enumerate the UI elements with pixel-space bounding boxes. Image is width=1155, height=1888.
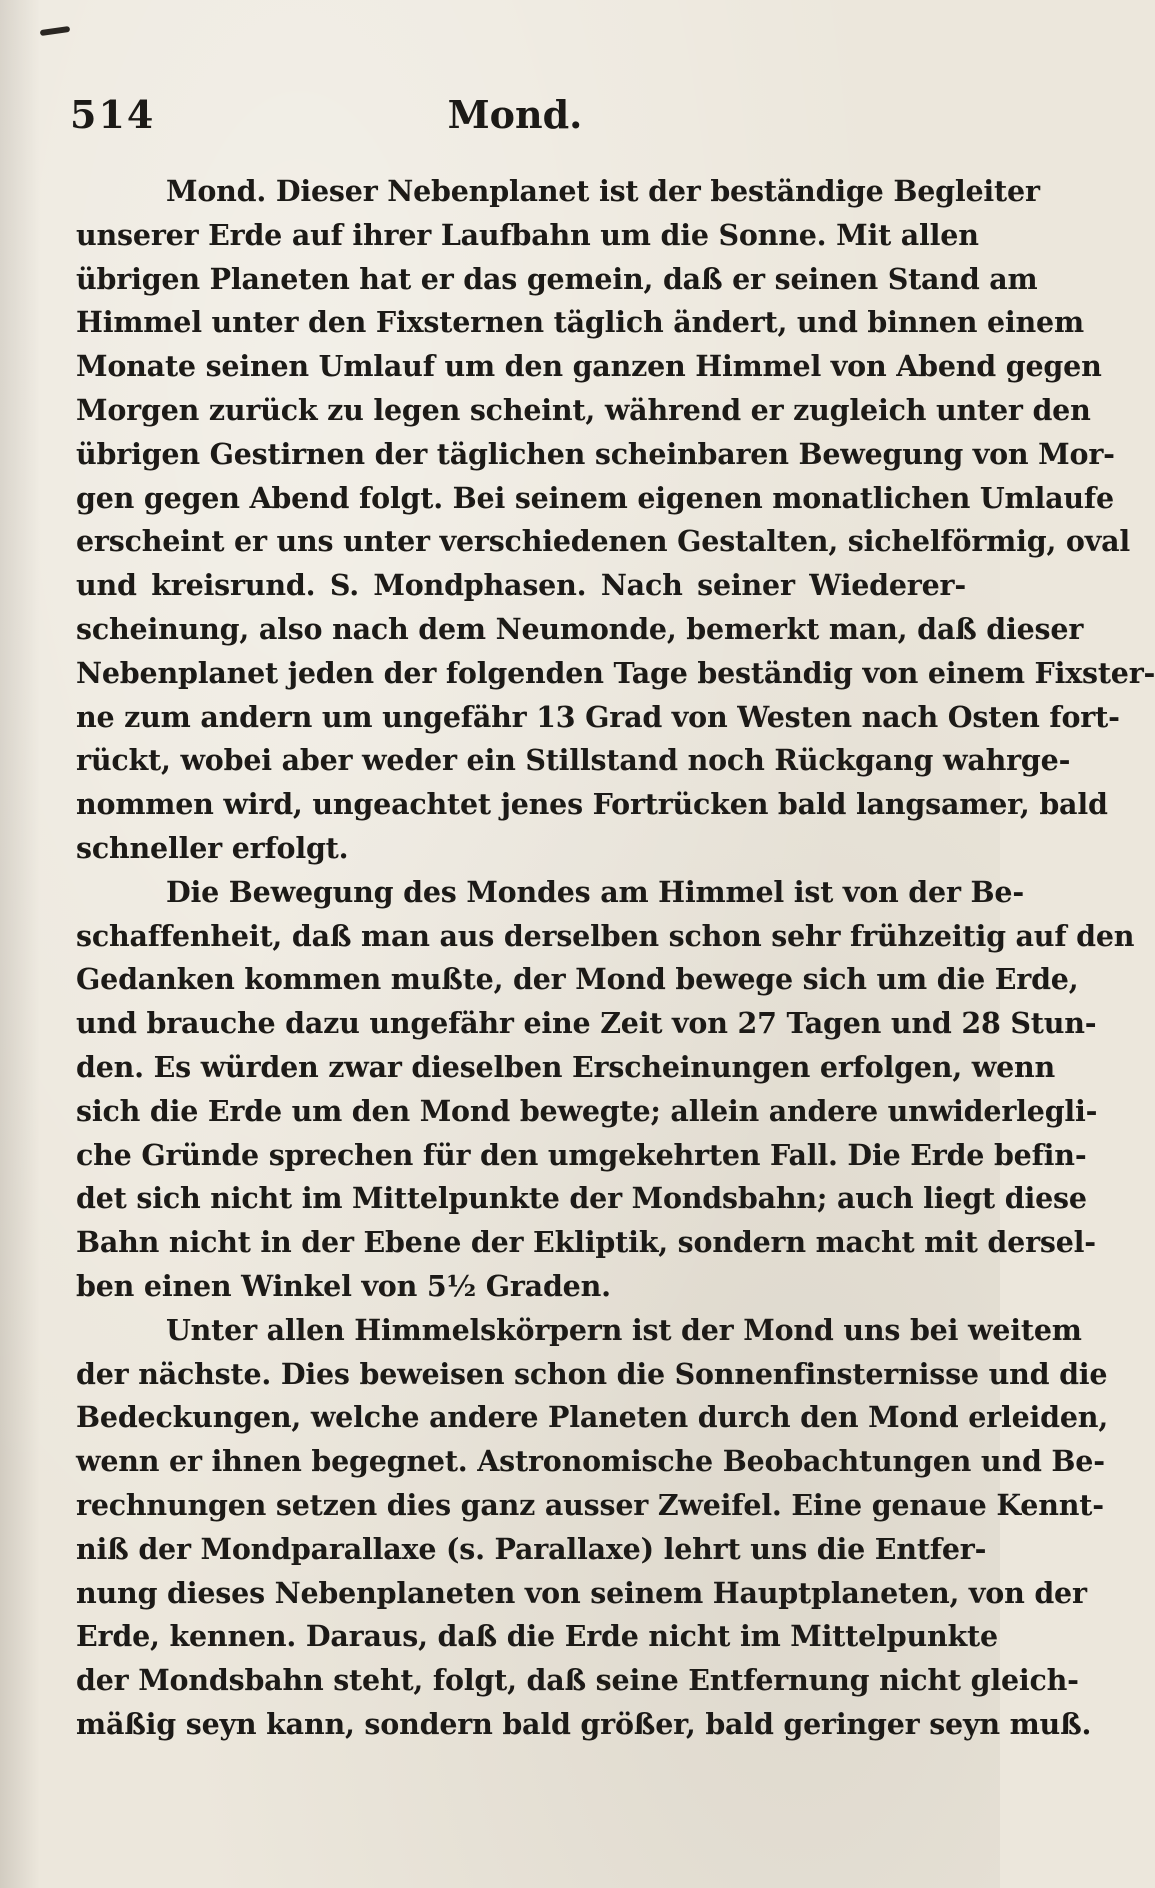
- text-line: ne zum andern um ungefähr 13 Grad von Westen nach Osten fort-: [76, 699, 1120, 734]
- ink-mark: [40, 26, 71, 36]
- text-line: den. Es würden zwar dieselben Erscheinungen erfolgen, wenn: [76, 1049, 1056, 1084]
- text-line: Unter allen Himmelskörpern ist der Mond uns bei weitem: [166, 1312, 1082, 1347]
- text-line: der Mondsbahn steht, folgt, daß seine Entfernung nicht gleich-: [76, 1663, 1079, 1698]
- page-header: [70, 92, 960, 142]
- paragraph-3: [76, 1309, 1109, 1747]
- text-line: rechnungen setzen dies ganz ausser Zweifel. Eine genaue Kennt-: [76, 1487, 1104, 1522]
- text-line: übrigen Gestirnen der täglichen scheinbaren Bewegung von Mor-: [76, 436, 1115, 471]
- text-line: Bedeckungen, welche andere Planeten durch den Mond erleiden,: [76, 1400, 1109, 1435]
- text-line: mäßig seyn kann, sondern bald größer, bald geringer seyn muß.: [76, 1706, 1092, 1741]
- text-line: und kreisrund. S. Mondphasen. Nach seiner Wiederer-: [76, 568, 966, 603]
- text-line: erscheint er uns unter verschiedenen Gestalten, sichelförmig, oval: [76, 524, 1130, 559]
- text-line: Nebenplanet jeden der folgenden Tage beständig von einem Fixster-: [76, 655, 1155, 690]
- page-body: [76, 170, 1155, 1747]
- text-line: ben einen Winkel von 5½ Graden.: [76, 1268, 611, 1303]
- text-line: scheinung, also nach dem Neumonde, bemerkt man, daß dieser: [76, 611, 1084, 646]
- text-line: Erde, kennen. Daraus, daß die Erde nicht im Mittelpunkte: [76, 1619, 998, 1654]
- text-line: nung dieses Nebenplaneten von seinem Hauptplaneten, von der: [76, 1575, 1087, 1610]
- text-line: und brauche dazu ungefähr eine Zeit von 27 Tagen und 28 Stun-: [76, 1006, 1097, 1041]
- text-line: Mond. Dieser Nebenplanet ist der beständige Begleiter: [166, 174, 1040, 208]
- text-line: Morgen zurück zu legen scheint, während er zugleich unter den: [76, 392, 1091, 427]
- text-line: der nächste. Dies beweisen schon die Sonnenfinsternisse und die: [76, 1356, 1108, 1391]
- text-line: rückt, wobei aber weder ein Stillstand noch Rückgang wahrge-: [76, 743, 1071, 778]
- text-line: Monate seinen Umlauf um den ganzen Himmel von Abend gegen: [76, 349, 1102, 384]
- text-line: Die Bewegung des Mondes am Himmel ist von der Be-: [166, 874, 1024, 909]
- text-line: che Gründe sprechen für den umgekehrten Fall. Die Erde befin-: [76, 1137, 1087, 1172]
- text-line: det sich nicht im Mittelpunkte der Mondsbahn; auch liegt diese: [76, 1181, 1087, 1216]
- running-head: Mond.: [447, 92, 583, 137]
- paragraph-1: [76, 170, 1155, 871]
- text-line: Bahn nicht in der Ebene der Ekliptik, sondern macht mit dersel-: [76, 1225, 1096, 1260]
- text-line: nommen wird, ungeachtet jenes Fortrücken bald langsamer, bald: [76, 787, 1108, 822]
- text-line: unserer Erde auf ihrer Laufbahn um die Sonne. Mit allen: [76, 217, 979, 252]
- text-line: sich die Erde um den Mond bewegte; allein andere unwiderlegli-: [76, 1093, 1098, 1128]
- text-line: Gedanken kommen mußte, der Mond bewege sich um die Erde,: [76, 962, 1079, 997]
- text-line: wenn er ihnen begegnet. Astronomische Beobachtungen und Be-: [76, 1444, 1105, 1479]
- paragraph-2: [76, 871, 1135, 1309]
- text-line: schneller erfolgt.: [76, 830, 349, 865]
- text-line: Himmel unter den Fixsternen täglich ändert, und binnen einem: [76, 305, 1084, 340]
- page-number: 514: [70, 92, 156, 137]
- text-line: übrigen Planeten hat er das gemein, daß er seinen Stand am: [76, 261, 1038, 296]
- text-line: gen gegen Abend folgt. Bei seinem eigenen monatlichen Umlaufe: [76, 480, 1114, 515]
- text-line: niß der Mondparallaxe (s. Parallaxe) lehrt uns die Entfer-: [76, 1531, 987, 1566]
- text-line: schaffenheit, daß man aus derselben schon sehr frühzeitig auf den: [76, 918, 1135, 953]
